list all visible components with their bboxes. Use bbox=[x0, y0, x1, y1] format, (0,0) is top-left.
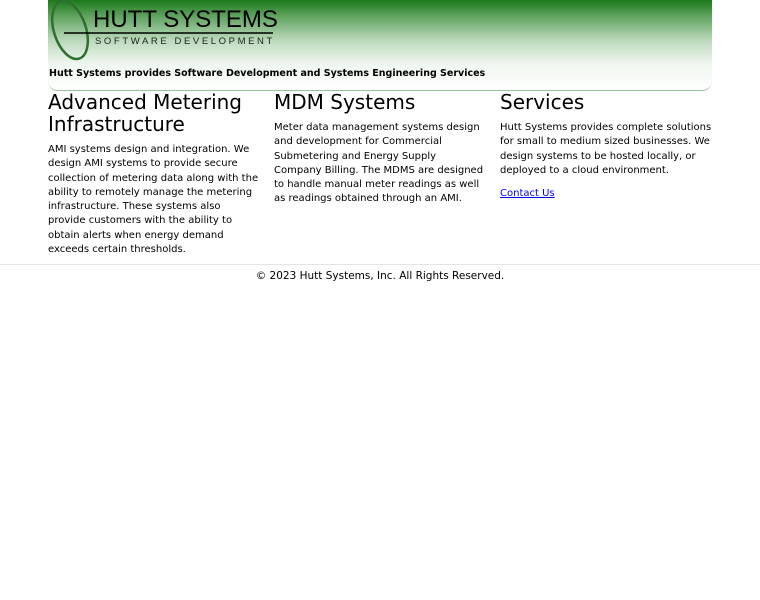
mdm-section bbox=[274, 91, 486, 207]
ami-description: AMI systems design and integration. We design AMI systems to provide secure collection of metering data along with the ability to remotely manage the metering infrastructure. These systems also provide customers with the ability to obtain alerts when energy demand exceeds certain thresholds. bbox=[48, 144, 259, 256]
services-description: Hutt Systems provides complete solutions for small to medium sized businesses. We design systems to be hosted locally, or deployed to a cloud environment. bbox=[500, 122, 712, 176]
copyright-text: © 2023 Hutt Systems, Inc. All Rights Reserved. bbox=[255, 270, 505, 282]
footer-divider bbox=[0, 264, 760, 265]
contact-us-link[interactable]: Contact Us bbox=[500, 188, 555, 200]
services-heading: Services bbox=[500, 90, 585, 114]
logo[interactable] bbox=[48, 0, 278, 64]
site-header bbox=[48, 0, 712, 91]
mdm-description: Meter data management systems design and development for Commercial Submetering and Energy Supply Company Billing. The MDMS are designed to handle manual meter readings as well as readings obtained through an AMI. bbox=[274, 122, 484, 205]
services-section bbox=[500, 91, 712, 200]
logo-subtitle: SOFTWARE DEVELOPMENT bbox=[95, 36, 275, 47]
tagline: Hutt Systems provides Software Development and Systems Engineering Services bbox=[49, 68, 486, 79]
mdm-heading: MDM Systems bbox=[274, 90, 416, 114]
ami-heading: Advanced Metering Infrastructure bbox=[48, 90, 243, 136]
ami-section bbox=[48, 91, 260, 257]
logo-title: HUTT SYSTEMS bbox=[93, 6, 278, 33]
